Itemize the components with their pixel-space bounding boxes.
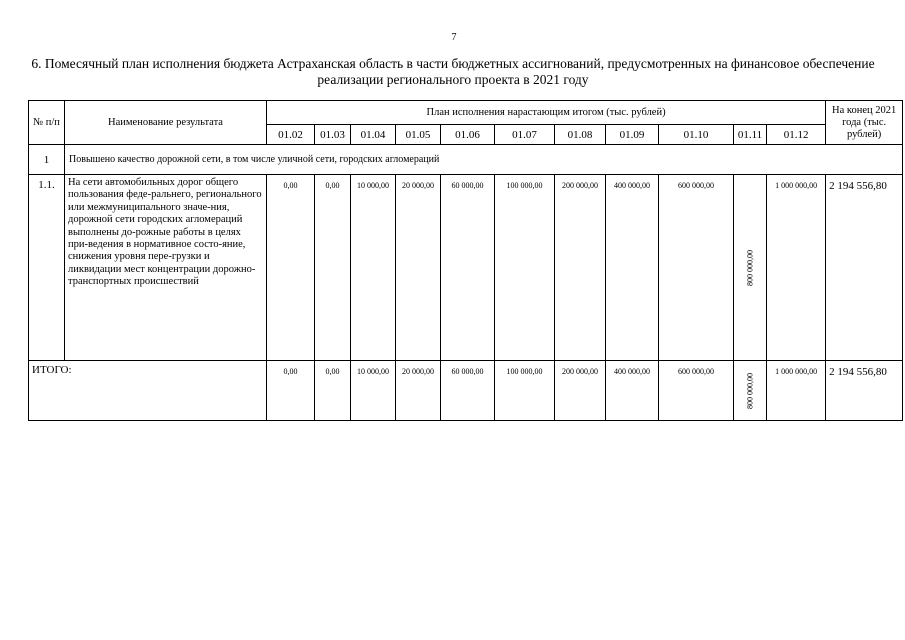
row-value: 400 000,00 — [606, 175, 659, 361]
month-header: 01.09 — [606, 125, 659, 145]
row-name: На сети автомобильных дорог общего пользования феде-ральнего, регионального или межмуниципального значе-ния, дорожной сети городских агломераций выполнены до-рожные работы в целях при-ведения в нормативное состо-яние, снижения уровня пере-грузки и ликвидации мест концентрации дорожно-транспортных происшествий — [65, 175, 267, 361]
month-header: 01.05 — [396, 125, 441, 145]
total-value: 60 000,00 — [441, 361, 495, 421]
grand-total: 2 194 556,80 — [826, 361, 903, 421]
total-label: ИТОГО: — [29, 361, 267, 421]
section-row — [29, 145, 903, 175]
header-year-end: На конец 2021 года (тыс. рублей) — [826, 101, 903, 145]
total-value-cell — [734, 361, 767, 421]
month-header: 01.10 — [659, 125, 734, 145]
header-name: Наименование результата — [65, 101, 267, 145]
month-header: 01.04 — [351, 125, 396, 145]
row-value-vertical: 800 000,00 — [745, 249, 755, 286]
row-value: 0,00 — [267, 175, 315, 361]
row-value: 100 000,00 — [495, 175, 555, 361]
section-num: 1 — [29, 145, 65, 175]
total-value: 100 000,00 — [495, 361, 555, 421]
row-value-cell — [734, 175, 767, 361]
header-num: № п/п — [29, 101, 65, 145]
month-header: 01.02 — [267, 125, 315, 145]
document-title: 6. Помесячный план исполнения бюджета Астраханская область в части бюджетных ассигнований, предусмотренных на финансовое обеспечение реализации регионального проекта в 2021 году — [31, 56, 875, 87]
section-name: Повышено качество дорожной сети, в том числе уличной сети, городских агломераций — [65, 145, 903, 175]
page-number: 7 — [451, 32, 457, 43]
row-value: 0,00 — [315, 175, 351, 361]
total-value: 400 000,00 — [606, 361, 659, 421]
month-header: 01.08 — [555, 125, 606, 145]
total-value: 600 000,00 — [659, 361, 734, 421]
header-row-1 — [29, 101, 903, 125]
month-header: 01.12 — [767, 125, 826, 145]
row-value: 10 000,00 — [351, 175, 396, 361]
row-value: 200 000,00 — [555, 175, 606, 361]
header-plan: План исполнения нарастающим итогом (тыс. рублей) — [267, 101, 826, 125]
total-value-vertical: 800 000,00 — [745, 372, 755, 409]
total-value: 20 000,00 — [396, 361, 441, 421]
total-value: 0,00 — [315, 361, 351, 421]
row-value: 1 000 000,00 — [767, 175, 826, 361]
month-header: 01.06 — [441, 125, 495, 145]
total-value: 200 000,00 — [555, 361, 606, 421]
row-num: 1.1. — [29, 175, 65, 361]
total-row — [29, 361, 903, 421]
row-total: 2 194 556,80 — [826, 175, 903, 361]
month-header: 01.07 — [495, 125, 555, 145]
result-row — [29, 175, 903, 361]
total-value: 10 000,00 — [351, 361, 396, 421]
row-value: 600 000,00 — [659, 175, 734, 361]
month-header: 01.11 — [734, 125, 767, 145]
total-value: 1 000 000,00 — [767, 361, 826, 421]
month-header: 01.03 — [315, 125, 351, 145]
row-value: 60 000,00 — [441, 175, 495, 361]
row-value: 20 000,00 — [396, 175, 441, 361]
total-value: 0,00 — [267, 361, 315, 421]
budget-table — [28, 100, 903, 421]
